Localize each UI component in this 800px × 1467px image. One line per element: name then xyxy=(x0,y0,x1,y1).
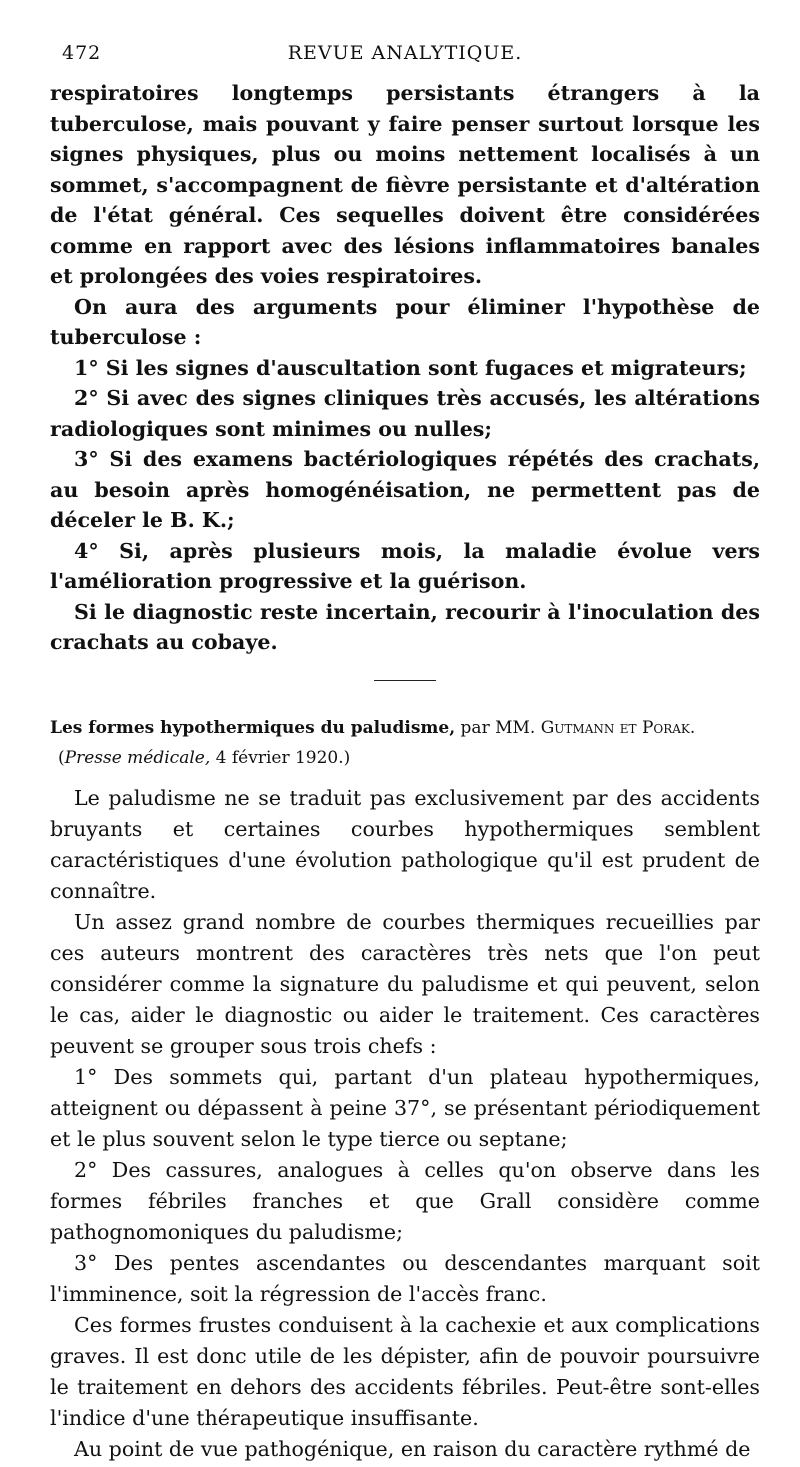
article-authors: Gutmann et Porak. xyxy=(540,717,696,738)
paragraph: Le paludisme ne se traduit pas exclusivement par des accidents bruyants et certaines courbes hypothermiques semblent caractéristiques d'une évolution pathologique qu'il est prudent de connaître. xyxy=(50,785,760,903)
page-header xyxy=(50,42,760,78)
authors-prefix: par MM. xyxy=(460,717,536,738)
paragraph: respiratoires longtemps persistants étrangers à la tuberculose, mais pouvant y faire penser surtout lorsque les signes physiques, plus ou moins nettement localisés à un sommet, s'accompagnent de fièvre persistante et d'altération de l'état général. Ces sequelles doivent être considérées comme en rapport avec des lésions inflammatoires banales et prolongées des voies respiratoires. xyxy=(50,81,760,288)
running-title: REVUE ANALYTIQUE. xyxy=(287,42,523,64)
list-item: 2° Des cassures, analogues à celles qu'on observe dans les formes fébriles franches et que Grall considère comme pathognomoniques du paludisme; xyxy=(50,1157,760,1244)
list-item: 3° Des pentes ascendantes ou descendantes marquant soit l'imminence, soit la régression de l'accès franc. xyxy=(50,1250,760,1306)
section-article-body xyxy=(50,783,760,1465)
list-item: 1° Si les signes d'auscultation sont fugaces et migrateurs; xyxy=(74,355,747,380)
document-page xyxy=(50,42,760,1465)
paragraph: On aura des arguments pour éliminer l'hypothèse de tuberculose : xyxy=(50,294,760,349)
page-number: 472 xyxy=(62,42,102,64)
list-item: 1° Des sommets qui, partant d'un plateau hypothermiques, atteignent ou dépassent à peine 37°, se présentant périodiquement et le plus souvent selon le type tierce ou septane; xyxy=(50,1064,760,1151)
article-title-line xyxy=(50,713,760,743)
article-title: Les formes hypothermiques du paludisme, xyxy=(50,717,456,738)
list-item: 4° Si, après plusieurs mois, la maladie évolue vers l'amélioration progressive et la guérison. xyxy=(50,538,760,593)
section-divider xyxy=(374,680,436,681)
article-source xyxy=(50,743,760,773)
publication-date: 4 février 1920.) xyxy=(215,747,351,768)
paragraph: Ces formes frustes conduisent à la cachexie et aux complications graves. Il est donc utile de les dépister, afin de pouvoir poursuivre le traitement en dehors des accidents fébriles. Peut-être sont-elles l'indice d'une thérapeutique insuffisante. xyxy=(50,1312,760,1430)
list-item: 3° Si des examens bactériologiques répétés des crachats, au besoin après homogénéisation, ne permettent pas de déceler le B. K.; xyxy=(50,447,760,532)
journal-name: Presse médicale, xyxy=(64,747,211,768)
paragraph: Si le diagnostic reste incertain, recourir à l'inoculation des crachats au cobaye. xyxy=(50,599,760,654)
paragraph: Au point de vue pathogénique, en raison du caractère rythmé de xyxy=(74,1436,751,1461)
section-previous-article xyxy=(50,78,760,658)
paragraph: Un assez grand nombre de courbes thermiques recueillies par ces auteurs montrent des caractères très nets que l'on peut considérer comme la signature du paludisme et qui peuvent, selon le cas, aider le diagnostic ou aider le traitement. Ces caractères peuvent se grouper sous trois chefs : xyxy=(50,909,760,1058)
list-item: 2° Si avec des signes cliniques très accusés, les altérations radiologiques sont minimes ou nulles; xyxy=(50,386,760,441)
source-paren: ( xyxy=(58,747,65,768)
